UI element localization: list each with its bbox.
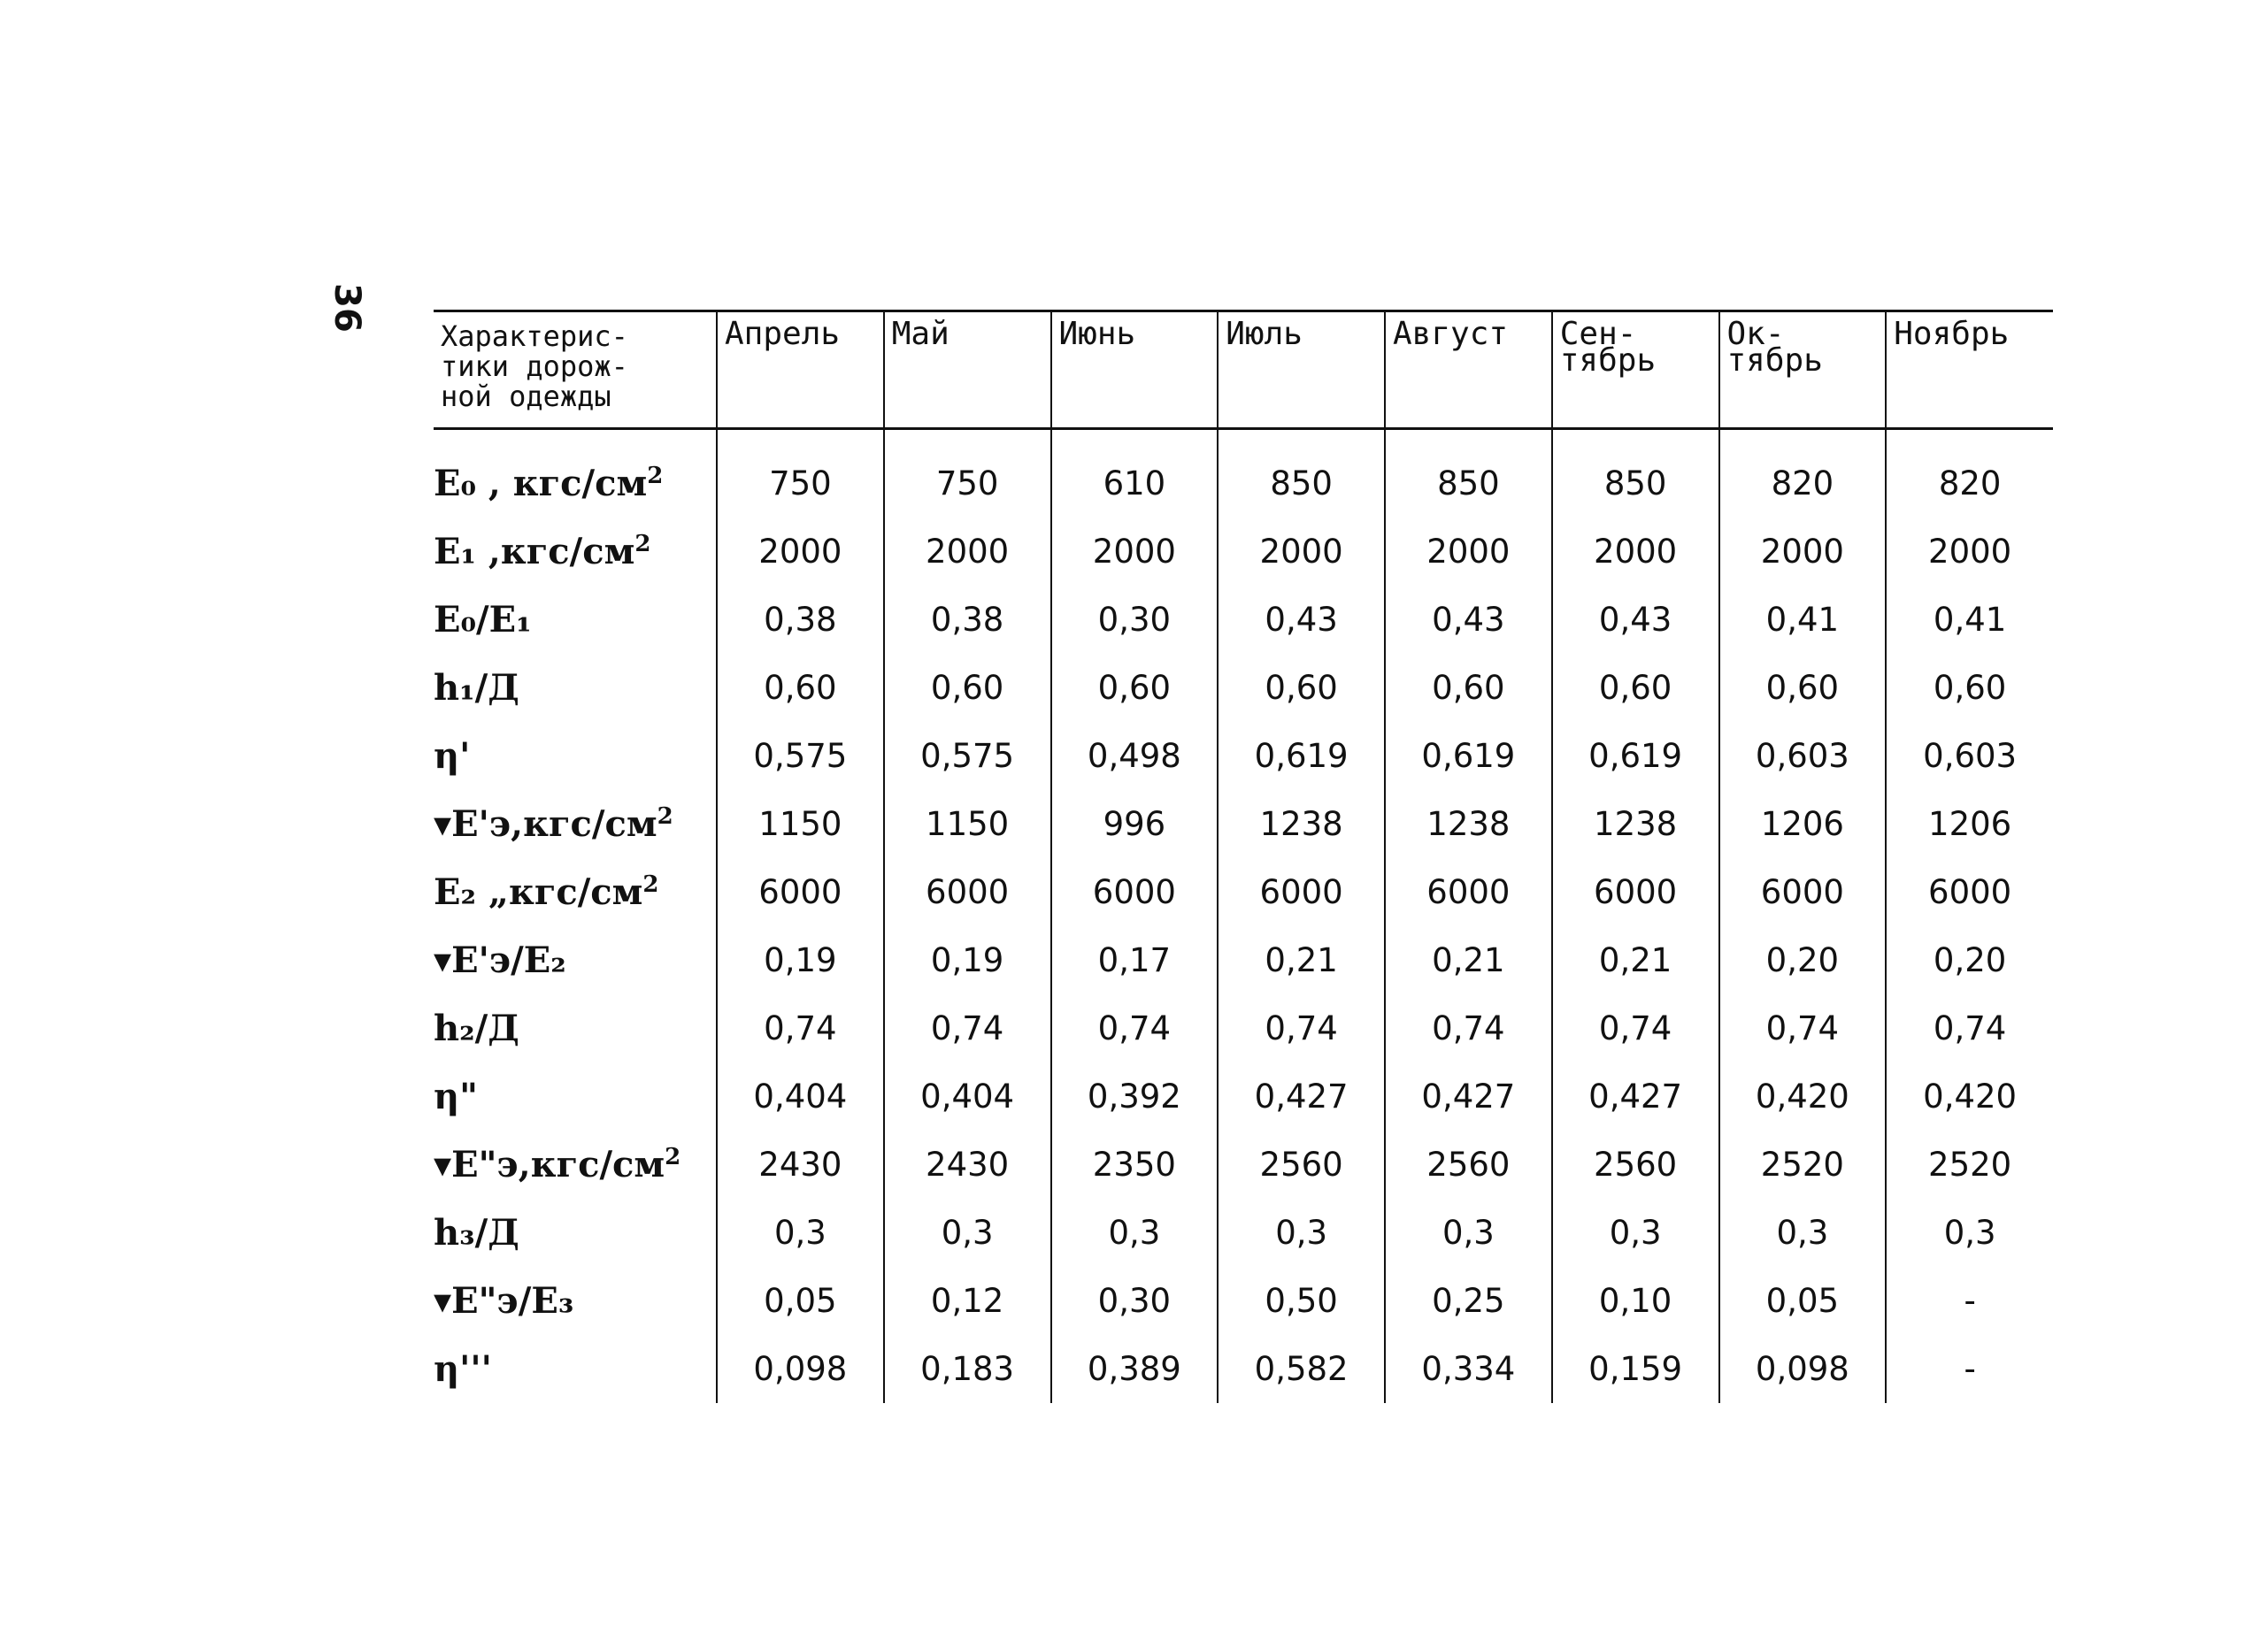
row-label-text: ▾E'э,кгс/см — [434, 803, 657, 845]
row-label — [434, 858, 717, 926]
table-cell: 2520 — [1886, 1131, 2053, 1199]
table-cell: 2000 — [1886, 518, 2053, 586]
table-cell: 0,38 — [717, 586, 884, 654]
table-row — [434, 858, 2053, 926]
table-cell: 0,619 — [1385, 722, 1552, 790]
table-cell: 1206 — [1886, 790, 2053, 858]
row-label-text: h₂/Д — [434, 1008, 519, 1049]
table-cell: 0,43 — [1385, 586, 1552, 654]
table-row — [434, 926, 2053, 994]
table-cell: 6000 — [1886, 858, 2053, 926]
table-cell: 0,41 — [1719, 586, 1887, 654]
table-cell: 2000 — [1385, 518, 1552, 586]
table-cell: - — [1886, 1335, 2053, 1403]
table-cell: 850 — [1552, 429, 1719, 518]
table-cell: 0,38 — [884, 586, 1051, 654]
column-header-month: Апрель — [717, 311, 884, 429]
table-cell: 0,25 — [1385, 1267, 1552, 1335]
table-cell: 2000 — [1051, 518, 1219, 586]
table-cell: 850 — [1385, 429, 1552, 518]
table-cell: 1150 — [884, 790, 1051, 858]
table-cell: 0,60 — [1385, 654, 1552, 722]
table-cell: 0,74 — [884, 994, 1051, 1062]
table-cell: 0,12 — [884, 1267, 1051, 1335]
table-cell: 0,41 — [1886, 586, 2053, 654]
table-cell: 0,3 — [1218, 1199, 1385, 1267]
row-label — [434, 1131, 717, 1199]
column-header-month: Ноябрь — [1886, 311, 2053, 429]
table-cell: 0,50 — [1218, 1267, 1385, 1335]
table-cell: 0,60 — [1051, 654, 1219, 722]
row-label-text: η' — [434, 735, 471, 777]
table-cell: 0,3 — [1385, 1199, 1552, 1267]
table-cell: - — [1886, 1267, 2053, 1335]
table-body — [434, 429, 2053, 1404]
table-cell: 0,3 — [1886, 1199, 2053, 1267]
table-cell: 0,3 — [1719, 1199, 1887, 1267]
table-cell: 0,60 — [1886, 654, 2053, 722]
table-cell: 0,392 — [1051, 1062, 1219, 1131]
table-cell: 2000 — [1552, 518, 1719, 586]
table-cell: 0,74 — [717, 994, 884, 1062]
table-cell: 0,60 — [1719, 654, 1887, 722]
column-header-month: Май — [884, 311, 1051, 429]
unit-exponent: 2 — [642, 871, 659, 898]
table-cell: 0,74 — [1385, 994, 1552, 1062]
table-cell: 0,619 — [1552, 722, 1719, 790]
row-label — [434, 1062, 717, 1131]
table-row — [434, 654, 2053, 722]
page-number: 36 — [327, 283, 367, 333]
table-cell: 0,21 — [1218, 926, 1385, 994]
column-header-month: Сен- тябрь — [1552, 311, 1719, 429]
table-cell: 6000 — [1218, 858, 1385, 926]
table-cell: 0,334 — [1385, 1335, 1552, 1403]
row-label — [434, 1199, 717, 1267]
table-cell: 0,17 — [1051, 926, 1219, 994]
table-cell: 0,43 — [1218, 586, 1385, 654]
table-cell: 0,74 — [1886, 994, 2053, 1062]
table-cell: 6000 — [1051, 858, 1219, 926]
table-cell: 850 — [1218, 429, 1385, 518]
table-cell: 0,603 — [1886, 722, 2053, 790]
table-cell: 2560 — [1218, 1131, 1385, 1199]
table-cell: 996 — [1051, 790, 1219, 858]
table-cell: 0,427 — [1552, 1062, 1719, 1131]
table-cell: 0,60 — [884, 654, 1051, 722]
row-label-text: h₃/Д — [434, 1212, 519, 1254]
table-cell: 2520 — [1719, 1131, 1887, 1199]
table-cell: 0,420 — [1719, 1062, 1887, 1131]
row-label-text: ▾E"э,кгс/см — [434, 1144, 665, 1185]
table-cell: 0,60 — [1552, 654, 1719, 722]
row-label-text: ▾E"э/E₃ — [434, 1280, 574, 1322]
table-row — [434, 790, 2053, 858]
table-cell: 2000 — [884, 518, 1051, 586]
table-cell: 0,43 — [1552, 586, 1719, 654]
table-cell: 0,389 — [1051, 1335, 1219, 1403]
table-cell: 0,404 — [717, 1062, 884, 1131]
table-cell: 0,098 — [1719, 1335, 1887, 1403]
table-row — [434, 1062, 2053, 1131]
table-cell: 6000 — [1552, 858, 1719, 926]
row-label — [434, 586, 717, 654]
table-cell: 2000 — [1218, 518, 1385, 586]
table-cell: 6000 — [717, 858, 884, 926]
table-row — [434, 1335, 2053, 1403]
table-cell: 610 — [1051, 429, 1219, 518]
table-cell: 0,3 — [1051, 1199, 1219, 1267]
row-label — [434, 926, 717, 994]
table-cell: 0,427 — [1218, 1062, 1385, 1131]
table-cell: 2430 — [717, 1131, 884, 1199]
row-label — [434, 994, 717, 1062]
table-cell: 0,05 — [1719, 1267, 1887, 1335]
table-row — [434, 994, 2053, 1062]
table-cell: 0,60 — [1218, 654, 1385, 722]
table-cell: 0,427 — [1385, 1062, 1552, 1131]
table-cell: 0,420 — [1886, 1062, 2053, 1131]
table-cell: 1238 — [1218, 790, 1385, 858]
row-label — [434, 654, 717, 722]
table-cell: 0,3 — [717, 1199, 884, 1267]
table-cell: 0,21 — [1385, 926, 1552, 994]
row-label-text: E₂ „кгс/см — [434, 871, 643, 913]
table-cell: 0,404 — [884, 1062, 1051, 1131]
table-row — [434, 586, 2053, 654]
unit-exponent: 2 — [665, 1144, 681, 1170]
table-row — [434, 518, 2053, 586]
table-cell: 1206 — [1719, 790, 1887, 858]
table-cell: 0,582 — [1218, 1335, 1385, 1403]
table-cell: 2560 — [1552, 1131, 1719, 1199]
table-cell: 2560 — [1385, 1131, 1552, 1199]
row-label-text: E₀ , кгс/см — [434, 463, 648, 504]
table-cell: 0,19 — [717, 926, 884, 994]
table-cell: 2000 — [717, 518, 884, 586]
row-label — [434, 518, 717, 586]
table-row — [434, 429, 2053, 518]
row-label — [434, 1335, 717, 1403]
row-label-text: h₁/Д — [434, 667, 519, 709]
table-cell: 750 — [717, 429, 884, 518]
table-cell: 0,74 — [1218, 994, 1385, 1062]
table-cell: 0,30 — [1051, 1267, 1219, 1335]
column-header-characteristics: Характерис- тики дорож- ной одежды — [434, 311, 717, 429]
table-cell: 0,10 — [1552, 1267, 1719, 1335]
table-cell: 0,3 — [884, 1199, 1051, 1267]
table-cell: 820 — [1886, 429, 2053, 518]
row-label — [434, 722, 717, 790]
row-label-text: ▾E'э/E₂ — [434, 940, 566, 981]
table-cell: 6000 — [1385, 858, 1552, 926]
table-cell: 0,74 — [1552, 994, 1719, 1062]
column-header-month: Август — [1385, 311, 1552, 429]
table-cell: 0,619 — [1218, 722, 1385, 790]
table-cell: 0,098 — [717, 1335, 884, 1403]
table-row — [434, 1267, 2053, 1335]
table-row — [434, 1131, 2053, 1199]
column-header-month: Ок- тябрь — [1719, 311, 1887, 429]
table-cell: 0,60 — [717, 654, 884, 722]
table-cell: 0,21 — [1552, 926, 1719, 994]
table-cell: 750 — [884, 429, 1051, 518]
table-cell: 0,05 — [717, 1267, 884, 1335]
row-label-text: η" — [434, 1076, 478, 1117]
table-cell: 1150 — [717, 790, 884, 858]
table-cell: 2430 — [884, 1131, 1051, 1199]
table-cell: 0,3 — [1552, 1199, 1719, 1267]
unit-exponent: 2 — [647, 463, 664, 489]
table-cell: 0,498 — [1051, 722, 1219, 790]
table-row — [434, 1199, 2053, 1267]
column-header-month: Июнь — [1051, 311, 1219, 429]
table-cell: 0,603 — [1719, 722, 1887, 790]
table-cell: 2350 — [1051, 1131, 1219, 1199]
table-cell: 2000 — [1719, 518, 1887, 586]
road-pavement-table-container — [434, 310, 2053, 1403]
table-cell: 1238 — [1385, 790, 1552, 858]
row-label — [434, 1267, 717, 1335]
row-label — [434, 790, 717, 858]
table-cell: 0,74 — [1719, 994, 1887, 1062]
table-cell: 820 — [1719, 429, 1887, 518]
row-label-text: η''' — [434, 1348, 492, 1390]
table-cell: 6000 — [884, 858, 1051, 926]
table-row — [434, 722, 2053, 790]
table-cell: 0,30 — [1051, 586, 1219, 654]
row-label — [434, 429, 717, 518]
column-header-month: Июль — [1218, 311, 1385, 429]
table-cell: 0,19 — [884, 926, 1051, 994]
table-cell: 0,575 — [884, 722, 1051, 790]
unit-exponent: 2 — [657, 803, 673, 830]
table-header-row — [434, 311, 2053, 429]
table-cell: 0,575 — [717, 722, 884, 790]
table-cell: 1238 — [1552, 790, 1719, 858]
table-cell: 0,159 — [1552, 1335, 1719, 1403]
table-cell: 0,20 — [1886, 926, 2053, 994]
table-cell: 0,183 — [884, 1335, 1051, 1403]
table-cell: 0,20 — [1719, 926, 1887, 994]
table-cell: 0,74 — [1051, 994, 1219, 1062]
row-label-text: E₀/E₁ — [434, 599, 532, 640]
unit-exponent: 2 — [634, 531, 651, 557]
road-pavement-table — [434, 310, 2053, 1403]
table-cell: 6000 — [1719, 858, 1887, 926]
row-label-text: E₁ ,кгс/см — [434, 531, 635, 572]
